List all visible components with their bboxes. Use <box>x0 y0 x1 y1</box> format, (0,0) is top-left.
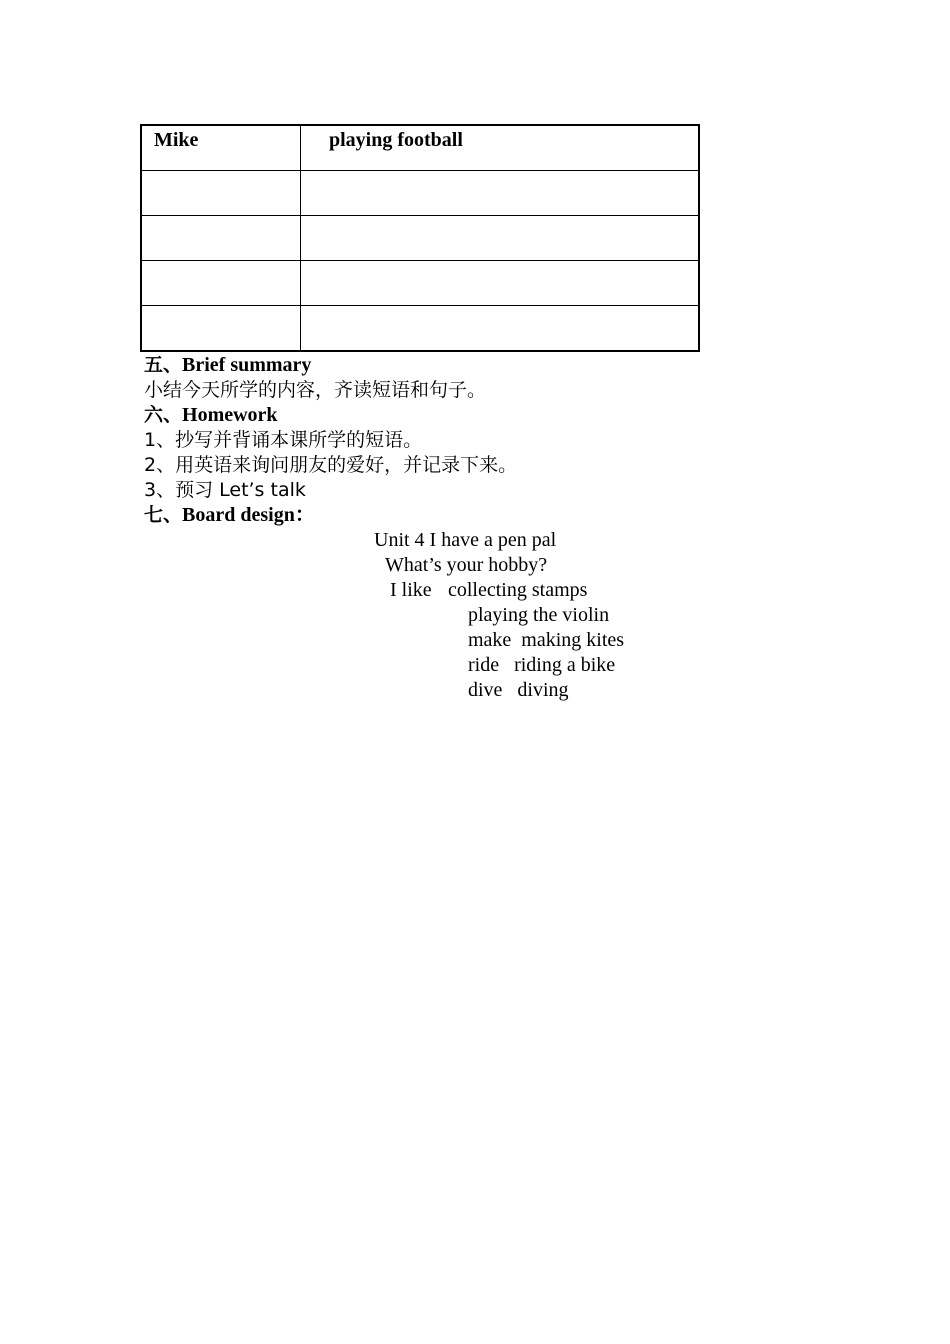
homework-heading: 六、Homework <box>144 404 278 426</box>
homework-item: 3、预习 Let’s talk <box>144 479 306 501</box>
table-cell-name: Mike <box>141 125 301 171</box>
board-title: Unit 4 I have a pen pal <box>374 529 557 551</box>
table-cell-name <box>141 306 301 352</box>
table-cell-hobby <box>301 261 700 306</box>
summary-heading: 五、Brief summary <box>144 354 312 376</box>
table-cell-hobby: playing football <box>301 125 700 171</box>
board-phrase: playing the violin <box>468 604 610 626</box>
table-cell-hobby <box>301 171 700 216</box>
board-question: What’s your hobby? <box>385 554 548 576</box>
table-row <box>141 171 699 216</box>
table-row <box>141 216 699 261</box>
board-phrase: ride riding a bike <box>468 654 616 676</box>
board-phrase: collecting stamps <box>448 579 588 601</box>
summary-text: 小结今天所学的内容，齐读短语和句子。 <box>144 379 487 401</box>
homework-item: 2、用英语来询问朋友的爱好，并记录下来。 <box>144 454 518 476</box>
table-row <box>141 125 699 171</box>
board-phrase: dive diving <box>468 679 569 701</box>
homework-item: 1、抄写并背诵本课所学的短语。 <box>144 429 423 451</box>
board-heading: 七、Board design： <box>144 504 315 526</box>
table-cell-hobby <box>301 216 700 261</box>
table-cell-name <box>141 261 301 306</box>
board-answer-prefix: I like <box>390 579 432 601</box>
hobby-table <box>140 124 700 352</box>
table-cell-name <box>141 216 301 261</box>
board-phrase: make making kites <box>468 629 625 651</box>
table-cell-hobby <box>301 306 700 352</box>
table-cell-name <box>141 171 301 216</box>
table-row <box>141 306 699 352</box>
table-row <box>141 261 699 306</box>
